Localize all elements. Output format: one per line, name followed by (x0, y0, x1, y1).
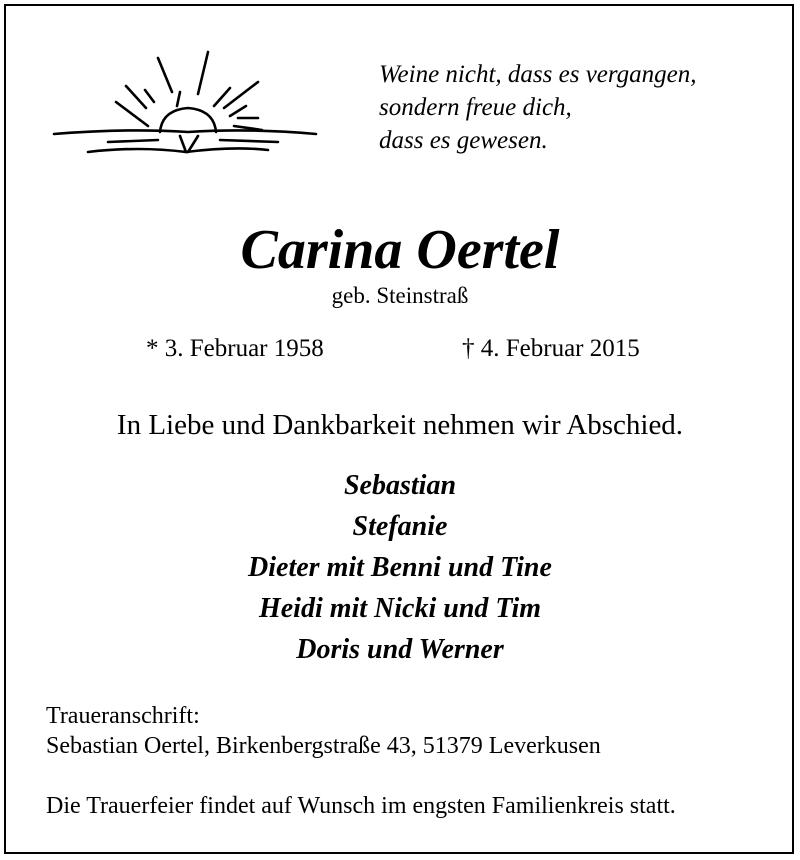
address-line: Sebastian Oertel, Birkenbergstraße 43, 51379 Leverkusen (46, 733, 601, 759)
mourner-name: Stefanie (352, 511, 448, 542)
quote-line: Weine nicht, dass es vergangen, (379, 61, 697, 88)
birth-date: * 3. Februar 1958 (146, 335, 324, 362)
death-date: † 4. Februar 2015 (462, 335, 640, 362)
mourners-list (0, 465, 800, 670)
ceremony-notice: Die Trauerfeier findet auf Wunsch im engsten Familienkreis statt. (46, 793, 676, 819)
address-label: Traueranschrift: (46, 703, 200, 729)
maiden-name: geb. Steinstraß (331, 283, 469, 308)
mourner-name: Heidi mit Nicki und Tim (258, 593, 542, 624)
farewell-text: In Liebe und Dankbarkeit nehmen wir Abschied. (116, 409, 684, 441)
mourner-name: Dieter mit Benni und Tine (248, 552, 552, 583)
quote-line: sondern freue dich, (379, 94, 572, 121)
sunrise-icon (48, 48, 323, 163)
mourner-name: Doris und Werner (296, 634, 504, 665)
deceased-name: Carina Oertel (240, 219, 560, 281)
mourner-name: Sebastian (343, 470, 457, 501)
quote-line: dass es gewesen. (379, 127, 548, 154)
quote-block (379, 58, 697, 157)
